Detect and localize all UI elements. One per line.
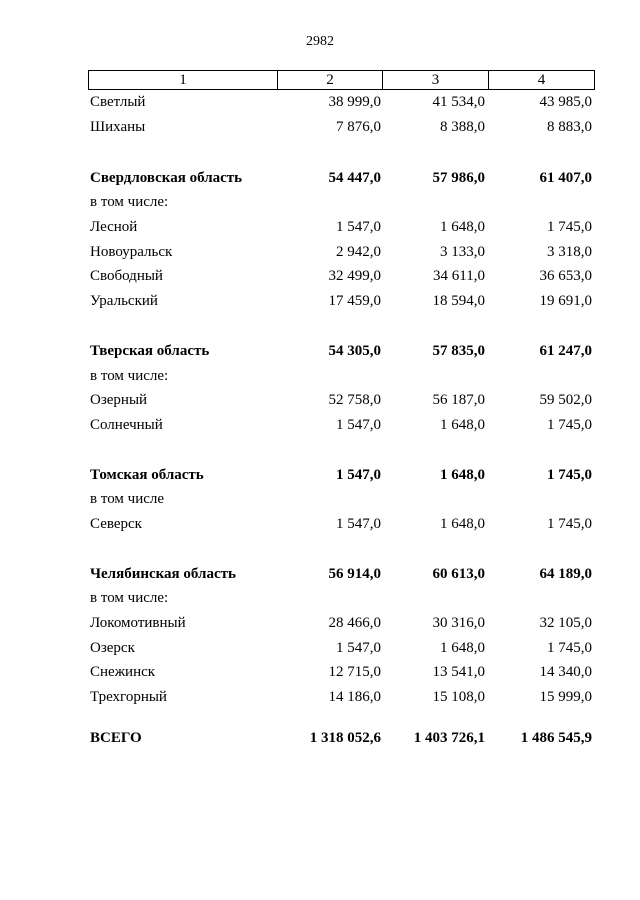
header-col-3: 3 bbox=[383, 71, 489, 89]
row-name: в том числе: bbox=[90, 590, 169, 606]
row-value-col2: 2 942,0 bbox=[336, 244, 381, 260]
row-value-col2: 1 547,0 bbox=[336, 516, 381, 532]
row-value-col4: 14 340,0 bbox=[539, 664, 592, 680]
table-row bbox=[88, 390, 595, 410]
row-value-col3: 30 316,0 bbox=[432, 615, 485, 631]
table-row-total bbox=[88, 728, 595, 748]
row-value-col2: 7 876,0 bbox=[336, 119, 381, 135]
row-name: Озерный bbox=[90, 392, 148, 408]
table-row-subheading bbox=[88, 192, 595, 212]
row-value-col4: 1 745,0 bbox=[547, 467, 592, 483]
row-value-col3: 1 648,0 bbox=[440, 417, 485, 433]
row-name: Свердловская область bbox=[90, 170, 243, 186]
row-value-col3: 57 986,0 bbox=[432, 170, 485, 186]
row-value-col3: 41 534,0 bbox=[432, 94, 485, 110]
row-value-col4: 1 745,0 bbox=[547, 516, 592, 532]
row-value-col3: 8 388,0 bbox=[440, 119, 485, 135]
row-value-col4: 1 745,0 bbox=[547, 640, 592, 656]
row-value-col3: 1 648,0 bbox=[440, 467, 485, 483]
row-value-col4: 59 502,0 bbox=[539, 392, 592, 408]
table-row bbox=[88, 92, 595, 112]
table-row-region bbox=[88, 564, 595, 584]
row-name: ВСЕГО bbox=[90, 730, 142, 746]
row-name: Северск bbox=[90, 516, 142, 532]
row-value-col4: 15 999,0 bbox=[539, 689, 592, 705]
page-number: 2982 bbox=[306, 34, 334, 49]
table-row bbox=[88, 662, 595, 682]
row-value-col2: 52 758,0 bbox=[328, 392, 381, 408]
row-name: Томская область bbox=[90, 467, 204, 483]
row-value-col2: 1 547,0 bbox=[336, 417, 381, 433]
row-value-col2: 17 459,0 bbox=[328, 293, 381, 309]
table-row bbox=[88, 613, 595, 633]
row-value-col3: 1 403 726,1 bbox=[413, 730, 485, 746]
row-value-col3: 15 108,0 bbox=[432, 689, 485, 705]
table-row bbox=[88, 291, 595, 311]
row-value-col3: 18 594,0 bbox=[432, 293, 485, 309]
table-row bbox=[88, 687, 595, 707]
table-row bbox=[88, 415, 595, 435]
row-name: Тверская область bbox=[90, 343, 210, 359]
header-col-1: 1 bbox=[89, 71, 278, 89]
row-value-col4: 8 883,0 bbox=[547, 119, 592, 135]
row-value-col2: 12 715,0 bbox=[328, 664, 381, 680]
row-name: Шиханы bbox=[90, 119, 146, 135]
table-row bbox=[88, 638, 595, 658]
row-name: Снежинск bbox=[90, 664, 156, 680]
table-row bbox=[88, 242, 595, 262]
row-value-col4: 19 691,0 bbox=[539, 293, 592, 309]
row-value-col3: 60 613,0 bbox=[432, 566, 485, 582]
table-row-subheading bbox=[88, 588, 595, 608]
table-row-subheading bbox=[88, 366, 595, 386]
row-value-col3: 1 648,0 bbox=[440, 219, 485, 235]
row-name: Озерск bbox=[90, 640, 135, 656]
row-value-col4: 1 745,0 bbox=[547, 219, 592, 235]
row-name: Солнечный bbox=[90, 417, 163, 433]
row-name: в том числе bbox=[90, 491, 165, 507]
table-row bbox=[88, 266, 595, 286]
row-value-col4: 61 407,0 bbox=[539, 170, 592, 186]
row-value-col4: 43 985,0 bbox=[539, 94, 592, 110]
row-value-col2: 1 547,0 bbox=[336, 467, 381, 483]
row-value-col3: 56 187,0 bbox=[432, 392, 485, 408]
table-row-region bbox=[88, 465, 595, 485]
row-name: в том числе: bbox=[90, 368, 169, 384]
row-value-col4: 1 745,0 bbox=[547, 417, 592, 433]
table-header bbox=[88, 70, 595, 90]
row-name: Светлый bbox=[90, 94, 146, 110]
row-value-col4: 61 247,0 bbox=[539, 343, 592, 359]
row-value-col2: 38 999,0 bbox=[328, 94, 381, 110]
row-name: в том числе: bbox=[90, 194, 169, 210]
row-value-col4: 32 105,0 bbox=[539, 615, 592, 631]
row-value-col2: 54 447,0 bbox=[328, 170, 381, 186]
row-value-col4: 64 189,0 bbox=[539, 566, 592, 582]
table-row bbox=[88, 217, 595, 237]
header-col-2: 2 bbox=[278, 71, 383, 89]
header-col-4: 4 bbox=[537, 71, 546, 88]
row-value-col2: 56 914,0 bbox=[328, 566, 381, 582]
row-value-col3: 3 133,0 bbox=[440, 244, 485, 260]
row-name: Уральский bbox=[90, 293, 158, 309]
row-name: Лесной bbox=[90, 219, 138, 235]
table-row-region bbox=[88, 168, 595, 188]
row-value-col3: 34 611,0 bbox=[433, 268, 485, 284]
row-name: Новоуральск bbox=[90, 244, 173, 260]
row-value-col3: 57 835,0 bbox=[432, 343, 485, 359]
row-value-col2: 28 466,0 bbox=[328, 615, 381, 631]
row-value-col4: 36 653,0 bbox=[539, 268, 592, 284]
row-value-col4: 3 318,0 bbox=[547, 244, 592, 260]
row-name: Трехгорный bbox=[90, 689, 167, 705]
row-value-col2: 54 305,0 bbox=[328, 343, 381, 359]
table-row bbox=[88, 117, 595, 137]
row-name: Челябинская область bbox=[90, 566, 236, 582]
row-value-col2: 1 547,0 bbox=[336, 219, 381, 235]
row-value-col2: 1 547,0 bbox=[336, 640, 381, 656]
row-value-col3: 13 541,0 bbox=[432, 664, 485, 680]
table-row bbox=[88, 514, 595, 534]
row-value-col2: 1 318 052,6 bbox=[309, 730, 381, 746]
row-value-col2: 14 186,0 bbox=[328, 689, 381, 705]
table-row-region bbox=[88, 341, 595, 361]
row-value-col4: 1 486 545,9 bbox=[520, 730, 592, 746]
row-name: Локомотивный bbox=[90, 615, 186, 631]
row-name: Свободный bbox=[90, 268, 163, 284]
row-value-col3: 1 648,0 bbox=[440, 640, 485, 656]
row-value-col3: 1 648,0 bbox=[440, 516, 485, 532]
row-value-col2: 32 499,0 bbox=[328, 268, 381, 284]
table-row-subheading bbox=[88, 489, 595, 509]
